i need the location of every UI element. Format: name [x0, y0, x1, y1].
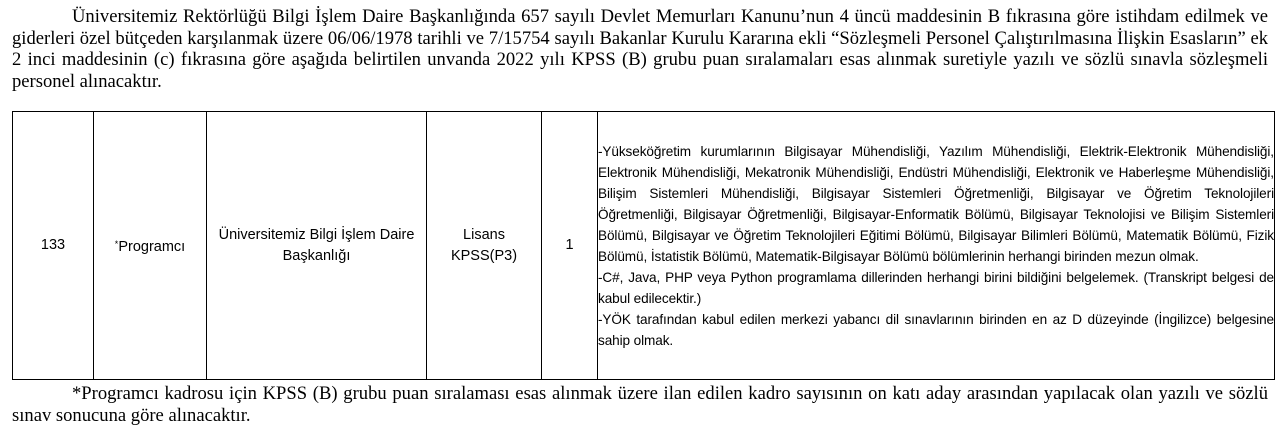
education-level: Lisans [463, 226, 505, 243]
exam-type-cell [427, 112, 542, 380]
requirement-education: -Yükseköğretim kurumlarının Bilgisayar Mühendisliği, Yazılım Mühendisliği, Elektrik-Elektronik Mühendisliği, Elektronik Mühendisliği, Mekatronik Mühendisliği, Endüstri Mühendisliği, Elektronik ve Haberleşme Mühendisliği, Bilişim Sistemleri Mühendisliği, Bilgisayar Sistemleri Öğretmenliği, Bilgisayar ve Öğretim Teknolojileri Öğretmenliği, Bilgisayar Öğretmenliği, Bilgisayar-Enformatik Bölümü, Bilgisayar Teknolojisi ve Bilişim Sistemleri Bölümü, Bilgisayar ve Öğretim Teknolojileri Eğitimi Bölümü, Bilgisayar Bilimleri Bölümü, Matematik Bölümü, Fizik Bölümü, İstatistik Bölümü, Matematik-Bilgisayar Bölümü bölümlerinin herhangi birinden mezun olmak. [598, 143, 1274, 264]
position-unit-cell [207, 112, 427, 380]
requirements-cell [598, 112, 1275, 380]
table-row [13, 112, 1275, 380]
position-count: 1 [565, 237, 574, 253]
position-code: 133 [40, 237, 66, 253]
position-code-cell [13, 112, 94, 380]
position-title-cell [94, 112, 207, 380]
kpss-score-type: KPSS(P3) [450, 247, 518, 264]
requirement-language: -YÖK tarafından kabul edilen merkezi yabancı dil sınavlarının birinden en az D düzeyinde (İngilizce) belgesine sahip olmak. [598, 311, 1274, 348]
footnote-mark: * [114, 238, 119, 249]
position-table [12, 111, 1275, 380]
position-unit: Üniversitemiz Bilgi İşlem Daire Başkanlığı [218, 226, 415, 264]
position-count-cell [542, 112, 598, 380]
position-title: Programcı [118, 238, 186, 255]
intro-paragraph: Üniversitemiz Rektörlüğü Bilgi İşlem Daire Başkanlığında 657 sayılı Devlet Memurları Kanunu’nun 4 üncü maddesinin B fıkrasına göre istihdam edilmek ve giderleri özel bütçeden karşılanmak üzere 06/06/1978 tarihli ve 7/15754 sayılı Bakanlar Kurulu Kararına ekli “Sözleşmeli Personel Çalıştırılmasına İlişkin Esasların” ek 2 inci maddesinin (c) fıkrasına göre aşağıda belirtilen unvanda 2022 yılı KPSS (B) grubu puan sıralamaları esas alınmak suretiyle yazılı ve sözlü sınavla sözleşmeli personel alınacaktır. [12, 6, 1268, 92]
footnote-paragraph: *Programcı kadrosu için KPSS (B) grubu puan sıralaması esas alınmak üzere ilan edilen kadro sayısının on katı aday arasından yapılacak olan yazılı ve sözlü sınav sonucuna göre alınacaktır. [12, 383, 1268, 426]
requirement-programming: -C#, Java, PHP veya Python programlama dillerinden herhangi birini bildiğini belgelemek. (Transkript belgesi de kabul edilecektir.) [598, 269, 1274, 306]
